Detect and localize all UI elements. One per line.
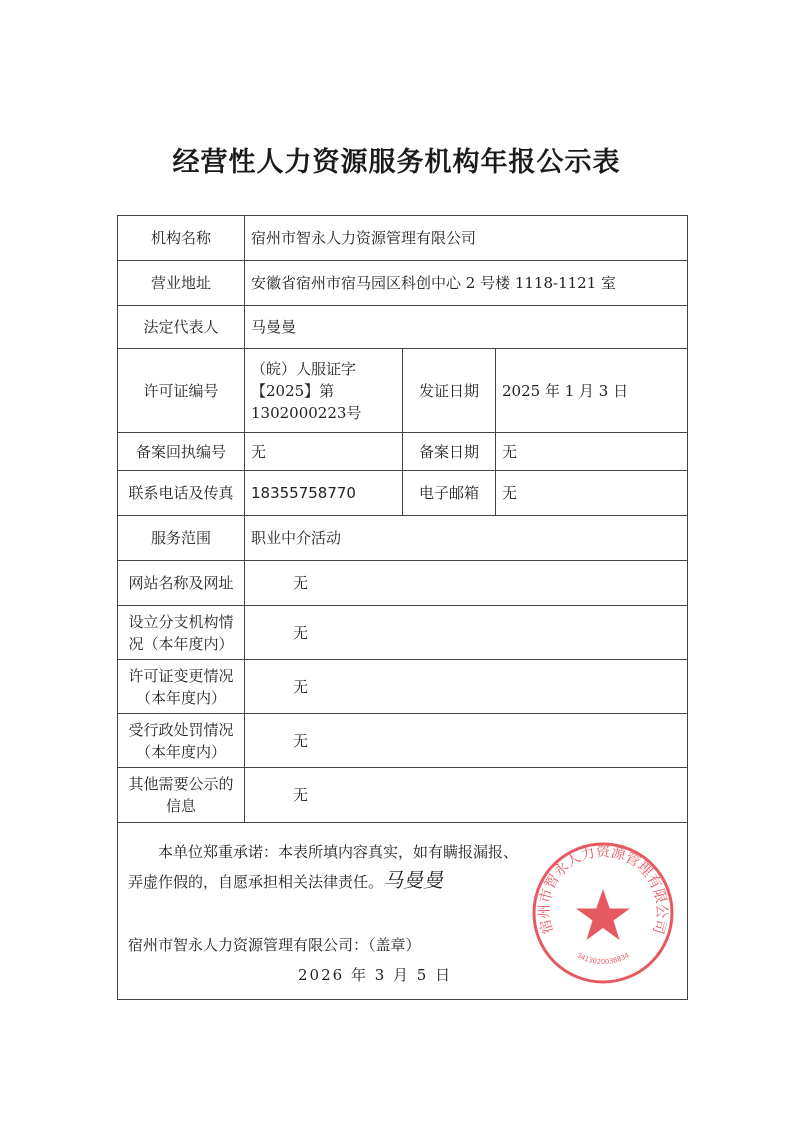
- value: 无: [245, 561, 688, 606]
- table-row: [118, 306, 688, 349]
- table-row: [118, 561, 688, 606]
- label: 机构名称: [118, 216, 245, 261]
- seal-text: 宿州市智永人力资源管理有限公司: [536, 844, 670, 936]
- value: 18355758770: [245, 471, 403, 516]
- value: （皖）人服证字【2025】第1302000223号: [245, 349, 403, 433]
- star-icon: [576, 889, 630, 940]
- value: 无: [245, 768, 688, 823]
- label: 受行政处罚情况（本年度内）: [118, 714, 245, 768]
- label: 其他需要公示的信息: [118, 768, 245, 823]
- label: 备案回执编号: [118, 433, 245, 471]
- value: 无: [496, 433, 688, 471]
- label: 联系电话及传真: [118, 471, 245, 516]
- table-row: [118, 660, 688, 714]
- page-title: 经营性人力资源服务机构年报公示表: [172, 147, 621, 178]
- table-row: [118, 471, 688, 516]
- table-row: [118, 433, 688, 471]
- company-seal: [528, 838, 678, 988]
- value: 无: [245, 660, 688, 714]
- report-table: [117, 215, 688, 823]
- table-row: [118, 349, 688, 433]
- label: 设立分支机构情况（本年度内）: [118, 606, 245, 660]
- label: 许可证变更情况（本年度内）: [118, 660, 245, 714]
- label: 备案日期: [403, 433, 496, 471]
- table-row: [118, 216, 688, 261]
- value: 宿州市智永人力资源管理有限公司: [245, 216, 688, 261]
- value: 无: [245, 606, 688, 660]
- label: 营业地址: [118, 261, 245, 306]
- label: 发证日期: [403, 349, 496, 433]
- value: 职业中介活动: [245, 516, 688, 561]
- value: 安徽省宿州市宿马园区科创中心 2 号楼 1118-1121 室: [245, 261, 688, 306]
- label: 法定代表人: [118, 306, 245, 349]
- pledge-date: 2026 年 3 月 5 日: [298, 966, 453, 984]
- label: 电子邮箱: [403, 471, 496, 516]
- table-row: [118, 606, 688, 660]
- company-line: 宿州市智永人力资源管理有限公司：（盖章）: [128, 936, 421, 954]
- seal-code: 3413020038834: [575, 951, 631, 967]
- value: 无: [245, 433, 403, 471]
- value: 2025 年 1 月 3 日: [496, 349, 688, 433]
- label: 网站名称及网址: [118, 561, 245, 606]
- pledge-text: [128, 838, 518, 896]
- table-row: [118, 768, 688, 823]
- table-row: [118, 261, 688, 306]
- pledge-statement: 本单位郑重承诺：本表所填内容真实，如有瞒报漏报、弄虚作假的，自愿承担相关法律责任。: [128, 843, 519, 891]
- label: 服务范围: [118, 516, 245, 561]
- value: 无: [496, 471, 688, 516]
- value: 马曼曼: [245, 306, 688, 349]
- value: 无: [245, 714, 688, 768]
- label: 许可证编号: [118, 349, 245, 433]
- table-row: [118, 516, 688, 561]
- table-row: [118, 714, 688, 768]
- signature: 马曼曼: [383, 868, 444, 892]
